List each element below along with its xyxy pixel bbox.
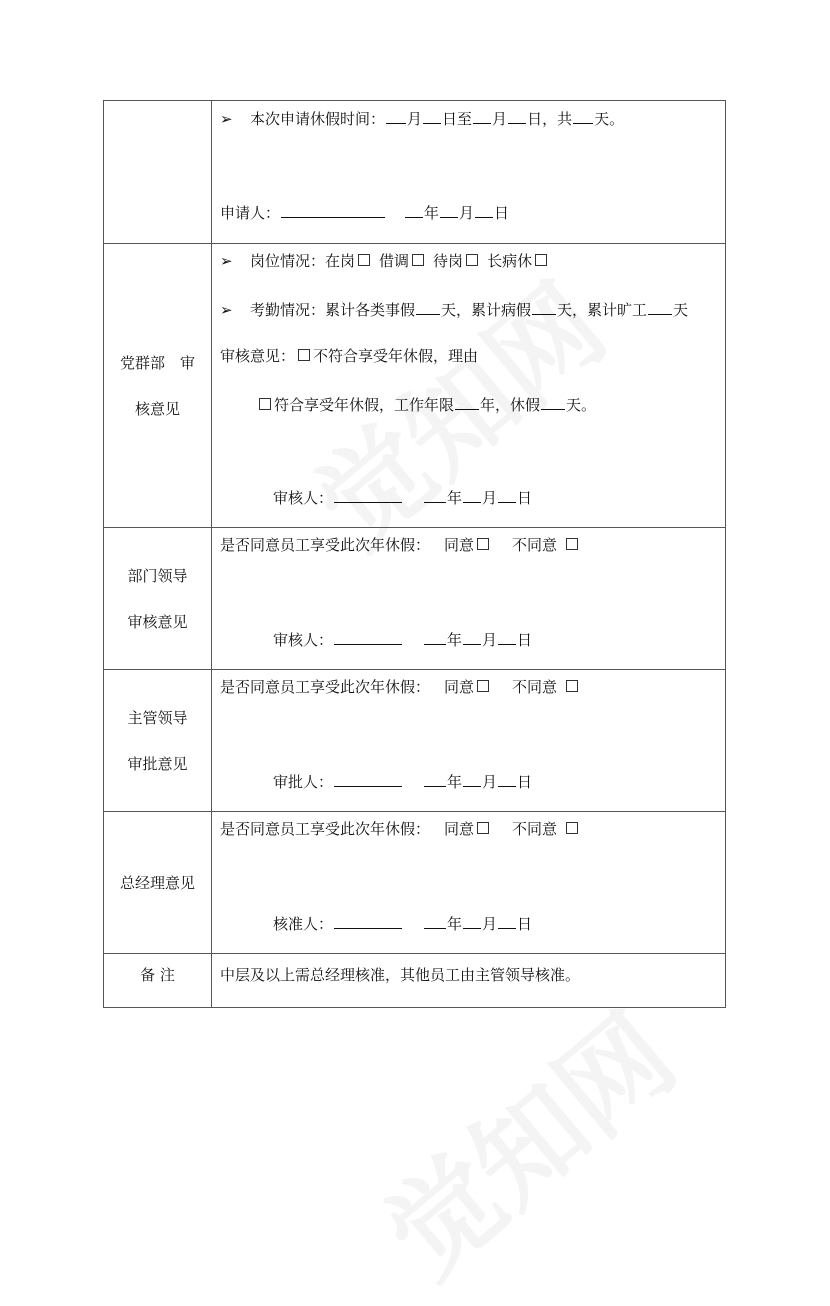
applicant-signature-blank[interactable] bbox=[281, 202, 385, 218]
application-label-cell bbox=[104, 101, 212, 244]
dept-leader-label-cell bbox=[104, 528, 212, 670]
party-year-blank[interactable] bbox=[424, 487, 446, 503]
apply-month-blank[interactable] bbox=[440, 202, 458, 218]
supervisor-agree-label: 同意 bbox=[444, 678, 475, 696]
month-unit: 月 bbox=[482, 631, 498, 649]
checkbox-seconded[interactable] bbox=[412, 254, 424, 266]
absent-days-blank[interactable] bbox=[648, 299, 672, 315]
supervisor-signature-blank[interactable] bbox=[334, 771, 402, 787]
gm-row bbox=[104, 812, 726, 954]
supervisor-disagree-label: 不同意 bbox=[512, 678, 558, 696]
party-reviewer-label: 审核人： bbox=[273, 489, 334, 507]
day-unit: 日 bbox=[494, 204, 510, 222]
dept-signer-signature-blank[interactable] bbox=[334, 629, 402, 645]
day-unit: 日 bbox=[517, 915, 533, 933]
applicant-line bbox=[220, 202, 509, 223]
arrow-bullet-icon: ➢ bbox=[220, 252, 233, 270]
gm-signer-line bbox=[273, 913, 532, 934]
day-end-text: 天。 bbox=[594, 110, 625, 128]
sick-leave-days-blank[interactable] bbox=[532, 299, 556, 315]
dept-question: 是否同意员工享受此次年休假： bbox=[220, 536, 431, 554]
day-total-text: 日，共 bbox=[527, 110, 573, 128]
party-reviewer-line bbox=[273, 487, 532, 508]
attendance-line bbox=[220, 299, 688, 320]
supervisor-agree-checkbox[interactable] bbox=[477, 680, 489, 692]
dept-agree-label: 同意 bbox=[444, 536, 475, 554]
supervisor-question: 是否同意员工享受此次年休假： bbox=[220, 678, 431, 696]
checkbox-sick-leave[interactable] bbox=[535, 254, 547, 266]
party-reviewer-signature-blank[interactable] bbox=[334, 487, 402, 503]
day-to-text: 日至 bbox=[442, 110, 473, 128]
supervisor-month-blank[interactable] bbox=[463, 771, 481, 787]
day-unit: 日 bbox=[517, 631, 533, 649]
checkbox-not-eligible[interactable] bbox=[298, 349, 310, 361]
dept-day-blank[interactable] bbox=[498, 629, 516, 645]
gm-year-blank[interactable] bbox=[424, 913, 446, 929]
end-day-blank[interactable] bbox=[508, 108, 526, 124]
dept-leader-row bbox=[104, 528, 726, 670]
month-unit-3: 月 bbox=[459, 204, 475, 222]
gm-signer-label: 核准人： bbox=[273, 915, 334, 933]
party-dept-label-line1: 党群部 审 bbox=[119, 353, 195, 372]
opinion-year-text: 年，休假 bbox=[480, 396, 541, 414]
arrow-bullet-icon: ➢ bbox=[220, 301, 233, 319]
pos-opt-sick-leave: 长病休 bbox=[487, 252, 533, 270]
supervisor-label-cell bbox=[104, 670, 212, 812]
dept-disagree-label: 不同意 bbox=[512, 536, 558, 554]
month-unit: 月 bbox=[482, 773, 498, 791]
party-dept-content-cell bbox=[212, 244, 726, 528]
work-years-blank[interactable] bbox=[455, 394, 479, 410]
opinion-eligible: 符合享受年休假，工作年限 bbox=[274, 396, 455, 414]
dept-leader-content-cell bbox=[212, 528, 726, 670]
party-month-blank[interactable] bbox=[463, 487, 481, 503]
attendance-end-text: 天 bbox=[673, 301, 689, 319]
day-unit: 日 bbox=[517, 489, 533, 507]
supervisor-year-blank[interactable] bbox=[424, 771, 446, 787]
remarks-content-cell bbox=[212, 954, 726, 1008]
attendance-prefix: 考勤情况：累计各类事假 bbox=[250, 301, 416, 319]
supervisor-label-line1: 主管领导 bbox=[127, 708, 188, 727]
checkbox-on-duty[interactable] bbox=[358, 254, 370, 266]
year-unit: 年 bbox=[447, 631, 463, 649]
supervisor-disagree-checkbox[interactable] bbox=[566, 680, 578, 692]
dept-agree-checkbox[interactable] bbox=[477, 538, 489, 550]
gm-agree-label: 同意 bbox=[444, 820, 475, 838]
dept-year-blank[interactable] bbox=[424, 629, 446, 645]
supervisor-day-blank[interactable] bbox=[498, 771, 516, 787]
supervisor-signer-line bbox=[273, 771, 532, 792]
pos-opt-waiting: 待岗 bbox=[433, 252, 464, 270]
day-unit: 日 bbox=[517, 773, 533, 791]
start-day-blank[interactable] bbox=[423, 108, 441, 124]
watermark-lower bbox=[348, 972, 702, 1305]
year-unit: 年 bbox=[424, 204, 440, 222]
party-dept-label-cell bbox=[104, 244, 212, 528]
supervisor-row bbox=[104, 670, 726, 812]
month-unit: 月 bbox=[482, 489, 498, 507]
pos-opt-on-duty: 在岗 bbox=[325, 252, 356, 270]
gm-question-line bbox=[220, 819, 581, 839]
supervisor-question-line bbox=[220, 677, 581, 697]
applicant-label: 申请人： bbox=[220, 204, 281, 222]
dept-signer-line bbox=[273, 629, 532, 650]
apply-year-blank[interactable] bbox=[405, 202, 423, 218]
dept-signer-label: 审核人： bbox=[273, 631, 334, 649]
month-unit: 月 bbox=[407, 110, 423, 128]
total-days-blank[interactable] bbox=[573, 108, 593, 124]
leave-period-line bbox=[220, 108, 624, 129]
dept-leader-label-line1: 部门领导 bbox=[127, 566, 188, 585]
gm-month-blank[interactable] bbox=[463, 913, 481, 929]
remarks-label: 备 注 bbox=[140, 966, 175, 984]
position-line bbox=[220, 251, 550, 271]
year-unit: 年 bbox=[447, 773, 463, 791]
period-prefix: 本次申请休假时间： bbox=[250, 110, 386, 128]
opinion-line-1 bbox=[220, 346, 478, 366]
application-row bbox=[104, 101, 726, 244]
month-unit: 月 bbox=[482, 915, 498, 933]
dept-disagree-checkbox[interactable] bbox=[566, 538, 578, 550]
year-unit: 年 bbox=[447, 915, 463, 933]
personal-leave-days-blank[interactable] bbox=[416, 299, 440, 315]
supervisor-content-cell bbox=[212, 670, 726, 812]
party-dept-label-line2: 核意见 bbox=[134, 399, 180, 418]
year-unit: 年 bbox=[447, 489, 463, 507]
position-label: 岗位情况： bbox=[250, 252, 326, 270]
dept-month-blank[interactable] bbox=[463, 629, 481, 645]
gm-disagree-label: 不同意 bbox=[512, 820, 558, 838]
gm-question: 是否同意员工享受此次年休假： bbox=[220, 820, 431, 838]
gm-agree-checkbox[interactable] bbox=[477, 822, 489, 834]
start-month-blank[interactable] bbox=[386, 108, 406, 124]
checkbox-eligible[interactable] bbox=[259, 398, 271, 410]
gm-label: 总经理意见 bbox=[119, 873, 195, 892]
pos-opt-seconded: 借调 bbox=[379, 252, 410, 270]
party-day-blank[interactable] bbox=[498, 487, 516, 503]
dept-leader-label-line2: 审核意见 bbox=[127, 612, 188, 631]
application-content-cell bbox=[212, 101, 726, 244]
gm-label-cell bbox=[104, 812, 212, 954]
month-unit-2: 月 bbox=[492, 110, 508, 128]
attendance-absent-text: 天，累计旷工 bbox=[557, 301, 648, 319]
supervisor-signer-label: 审批人： bbox=[273, 773, 334, 791]
party-dept-row bbox=[104, 244, 726, 528]
watermark-lower-text bbox=[363, 991, 698, 1301]
opinion-not-eligible: 不符合享受年休假，理由 bbox=[313, 347, 479, 365]
opinion-line-2 bbox=[256, 394, 596, 415]
gm-disagree-checkbox[interactable] bbox=[566, 822, 578, 834]
dept-question-line bbox=[220, 535, 581, 555]
opinion-day-text: 天。 bbox=[566, 396, 597, 414]
arrow-bullet-icon: ➢ bbox=[220, 110, 233, 128]
checkbox-waiting[interactable] bbox=[466, 254, 478, 266]
supervisor-label-line2: 审批意见 bbox=[127, 754, 188, 773]
gm-content-cell bbox=[212, 812, 726, 954]
remarks-row bbox=[104, 954, 726, 1008]
gm-signature-blank[interactable] bbox=[334, 913, 402, 929]
gm-day-blank[interactable] bbox=[498, 913, 516, 929]
end-month-blank[interactable] bbox=[473, 108, 491, 124]
opinion-label: 审核意见： bbox=[220, 347, 296, 365]
leave-approval-table bbox=[103, 100, 726, 1008]
remarks-text: 中层及以上需总经理核准，其他员工由主管领导核准。 bbox=[220, 966, 581, 984]
apply-day-blank[interactable] bbox=[475, 202, 493, 218]
leave-days-blank[interactable] bbox=[541, 394, 565, 410]
remarks-label-cell bbox=[104, 954, 212, 1008]
attendance-sick-text: 天，累计病假 bbox=[441, 301, 532, 319]
